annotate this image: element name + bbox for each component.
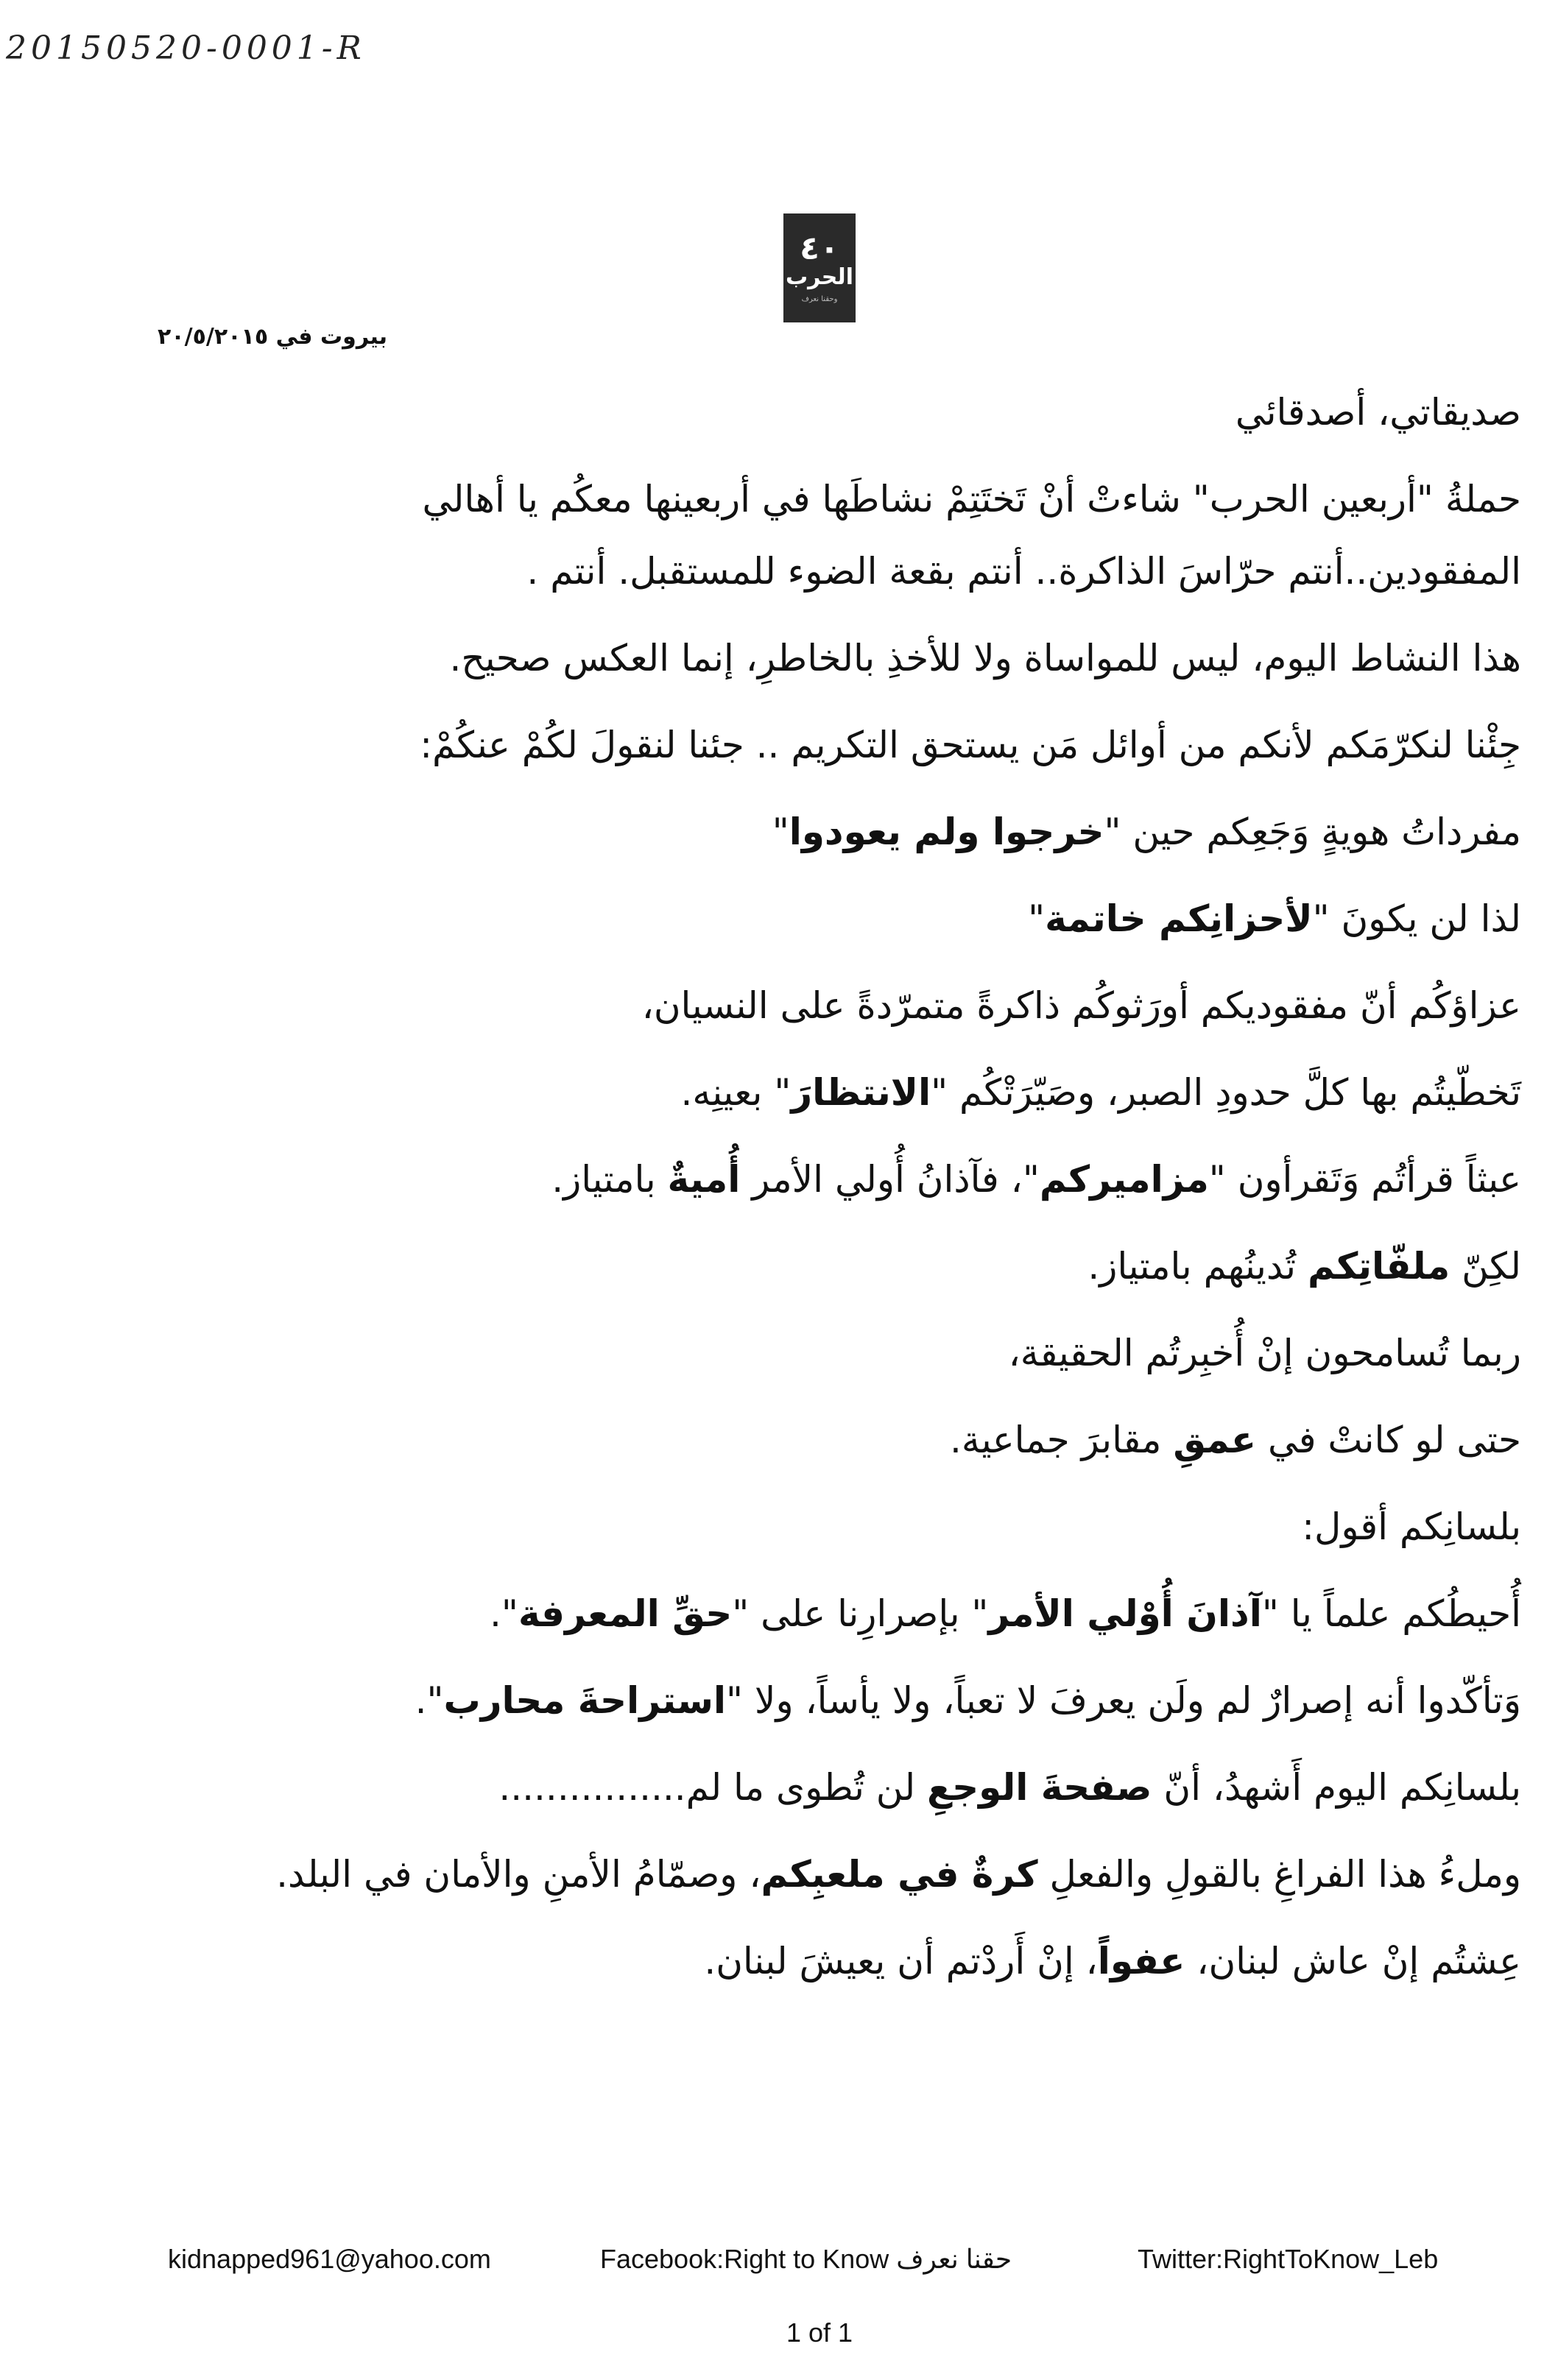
line-text: تُدينُهم بامتياز. — [1088, 1245, 1308, 1288]
letter-line — [78, 1331, 1521, 1375]
line-text: ، إنْ أَردْتم أن يعيشَ لبنان. — [704, 1940, 1098, 1982]
campaign-logo — [783, 213, 856, 322]
line-text: " — [772, 811, 789, 853]
letter-line — [78, 477, 1521, 521]
line-text: عبثاً قرأتُم وَتَقرأون " — [1208, 1158, 1521, 1201]
letter-line — [78, 636, 1521, 680]
logo-tagline: وحقنا نعرف — [801, 295, 838, 303]
emphasized-text: أُميةٌ — [667, 1158, 741, 1201]
emphasized-text: الانتظارَ — [791, 1071, 931, 1114]
letter-line — [78, 1765, 1521, 1809]
line-text: حتى لو كانتْ في — [1256, 1419, 1521, 1461]
letter-body — [78, 390, 1521, 2026]
logo-word: الحرب — [786, 264, 853, 290]
letter-line — [78, 1678, 1521, 1723]
line-text: جِئْنا لنكرّمَكم لأنكم من أوائل مَن يستحق التكريم .. جئنا لنقولَ لكُمْ عنكُمْ: — [420, 724, 1521, 766]
line-text: حملةُ "أربعين الحرب" شاءتْ أنْ تَختَتِمْ نشاطَها في أربعينها معكُم يا أهالي — [422, 478, 1521, 520]
letter-line — [78, 1244, 1521, 1288]
line-text: بلسانِكم أقول: — [1302, 1505, 1521, 1548]
emphasized-text: عفواً — [1097, 1940, 1185, 1982]
emphasized-text: حقِّ المعرفة — [518, 1592, 733, 1635]
letter-line — [78, 1852, 1521, 1896]
logo-number: ٤٠ — [800, 230, 839, 267]
emphasized-text: مزاميركم — [1039, 1158, 1209, 1201]
line-text: هذا النشاط اليوم، ليس للمواساة ولا للأخذِ بالخاطرِ، إنما العكس صحيح. — [449, 637, 1521, 679]
line-text: وملءُ هذا الفراغِ بالقولِ والفعلِ — [1037, 1853, 1521, 1896]
letter-line — [78, 1157, 1521, 1201]
line-text: ربما تُسامحون إنْ أُخبِرتُم الحقيقة، — [1008, 1332, 1521, 1374]
line-text: ". — [415, 1679, 444, 1722]
line-text: مفرداتُ هويةٍ وَجَعِكم حين " — [1104, 811, 1521, 853]
line-text: عزاؤكُم أنّ مفقوديكم أورَثوكُم ذاكرةً متمرّدةً على النسيان، — [641, 984, 1521, 1027]
line-text: " بإصرارِنا على " — [732, 1592, 989, 1635]
emphasized-text: لأحزانِكم خاتمة — [1045, 897, 1313, 940]
line-text: أُحيطُكم علماً يا " — [1261, 1592, 1521, 1635]
line-text: "، فآذانُ أُولي الأمر — [740, 1158, 1040, 1201]
page-number: 1 of 1 — [786, 2317, 853, 2348]
line-text: ، وصمّامُ الأمنِ والأمان في البلد. — [276, 1853, 761, 1896]
letter-line — [78, 1505, 1521, 1549]
emphasized-text: كرةٌ في ملعبِكم — [761, 1853, 1038, 1896]
letter-line — [78, 723, 1521, 767]
emphasized-text: ملفّاتِكم — [1307, 1245, 1451, 1288]
letter-line — [78, 897, 1521, 941]
letter-line — [78, 1592, 1521, 1636]
letter-line — [78, 549, 1521, 593]
footer-twitter: Twitter:RightToKnow_Leb — [1138, 2244, 1439, 2274]
line-text: تَخطّيتُم بها كلَّ حدودِ الصبر، وصَيّرَتْكُم " — [931, 1071, 1521, 1114]
footer-facebook: Facebook:Right to Know حقنا نعرف — [600, 2244, 1012, 2274]
line-text: لن تُطوى ما لم................ — [498, 1766, 927, 1809]
line-text: " بعينِه. — [680, 1071, 792, 1114]
line-text: وَتأكّدوا أنه إصرارٌ لم ولَن يعرفَ لا تعباً، ولا يأساً، ولا " — [726, 1679, 1521, 1722]
letter-line — [78, 984, 1521, 1028]
letter-line — [78, 810, 1521, 854]
line-text: مقابرَ جماعية. — [950, 1419, 1174, 1461]
emphasized-text: صفحةَ الوجعِ — [926, 1766, 1152, 1809]
line-text: عِشتُم إنْ عاش لبنان، — [1185, 1940, 1521, 1982]
emphasized-text: استراحةَ محارب — [443, 1679, 727, 1722]
emphasized-text: عمقِ — [1173, 1419, 1257, 1461]
emphasized-text: آذانَ أُوْلي الأمر — [988, 1592, 1262, 1635]
emphasized-text: خرجوا ولم يعودوا — [789, 811, 1104, 853]
line-text: بامتياز. — [551, 1158, 668, 1201]
handwritten-reference: 20150520-0001-R — [6, 29, 366, 67]
letter-line — [78, 1939, 1521, 1983]
letter-line — [78, 1070, 1521, 1115]
line-text: المفقودين..أنتم حرّاسَ الذاكرة.. أنتم بقعة الضوء للمستقبل. أنتم . — [526, 550, 1521, 593]
dateline: بيروت في ٢٠/٥/٢٠١٥ — [158, 324, 387, 350]
line-text: صديقاتي، أصدقائي — [1235, 391, 1521, 434]
letter-line — [78, 390, 1521, 434]
letter-line — [78, 1418, 1521, 1462]
line-text: بلسانِكم اليوم أَشهدُ، أنّ — [1152, 1766, 1521, 1809]
line-text: لذا لن يكونَ " — [1312, 897, 1521, 940]
line-text: ". — [490, 1592, 518, 1635]
footer-email: kidnapped961@yahoo.com — [168, 2244, 491, 2274]
line-text: " — [1028, 897, 1046, 940]
line-text: لكِنّ — [1450, 1245, 1521, 1288]
